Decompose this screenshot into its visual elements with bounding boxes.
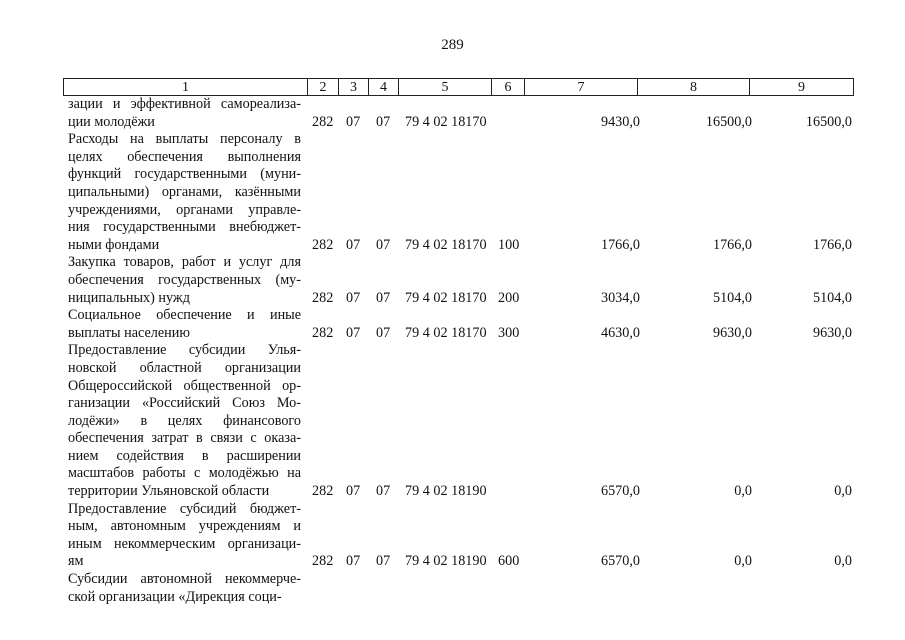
cell-amount-8: 0,0 [734,483,752,500]
description-line: обеспечения затрат в связи с оказа- [68,430,301,447]
cell-code-3: 07 [346,289,361,306]
cell-amount-9: 9630,0 [812,324,852,341]
column-header: 5 [399,79,492,96]
table-row [0,96,905,131]
description-line: ганизации «Российский Союз Мо- [68,395,301,412]
description-line: ции молодёжи [68,113,155,130]
description-line: обеспечения государственных (му- [68,271,301,288]
description-line: ской организации «Дирекция соци- [68,588,282,605]
description-line: Расходы на выплаты персоналу в [68,131,301,148]
cell-amount-8: 5104,0 [712,289,752,306]
description-line: Общероссийской общественной ор- [68,377,301,394]
cell-amount-7: 1766,0 [600,236,640,253]
cell-amount-9: 0,0 [834,483,852,500]
description-line: функций государственными (муни- [68,166,301,183]
cell-code-2: 282 [312,236,334,253]
row-values [0,290,905,308]
column-header: 1 [64,79,308,96]
column-header: 2 [308,79,339,96]
cell-code-6: 300 [498,324,520,341]
cell-amount-7: 6570,0 [600,553,640,570]
cell-code-3: 07 [346,553,361,570]
column-header: 7 [525,79,638,96]
cell-code-5: 79 4 02 18170 [405,289,487,306]
row-description [68,342,301,500]
description-line: территории Ульяновской области [68,483,270,500]
cell-code-2: 282 [312,553,334,570]
column-header: 4 [369,79,399,96]
description-line: выплаты населению [68,324,190,341]
cell-code-6: 100 [498,236,520,253]
description-line: нием содействия в расширении [68,447,301,464]
column-header: 6 [492,79,525,96]
cell-amount-7: 3034,0 [600,289,640,306]
column-header: 8 [638,79,750,96]
description-line: ния государственными внебюджет- [68,219,301,236]
row-values [0,589,905,607]
page-number: 289 [441,37,464,53]
cell-code-2: 282 [312,483,334,500]
cell-code-4: 07 [376,553,391,570]
description-line: лодёжи» в целях финансового [68,412,301,429]
cell-amount-8: 0,0 [734,553,752,570]
cell-code-3: 07 [346,113,361,130]
cell-amount-9: 1766,0 [812,236,852,253]
description-line: зации и эффективной самореализа- [68,96,301,112]
column-header: 9 [750,79,854,96]
cell-code-2: 282 [312,324,334,341]
description-line: новской областной организации [68,359,301,376]
cell-amount-7: 6570,0 [600,483,640,500]
description-line: Социальное обеспечение и иные [68,307,301,324]
row-values [0,483,905,501]
description-line: ципальными) органами, казёнными [68,183,301,200]
cell-code-5: 79 4 02 18170 [405,113,487,130]
description-line: иным некоммерческим организаци- [68,535,301,552]
table-body [0,96,905,606]
table-row [0,254,905,307]
row-values [0,553,905,571]
column-header-table [63,78,854,96]
description-line: ям [68,553,84,570]
cell-amount-9: 5104,0 [812,289,852,306]
table-row [0,131,905,254]
table-row [0,307,905,342]
cell-code-6: 600 [498,553,520,570]
cell-code-4: 07 [376,483,391,500]
cell-amount-8: 9630,0 [712,324,752,341]
cell-code-3: 07 [346,236,361,253]
column-header: 3 [339,79,369,96]
cell-code-4: 07 [376,289,391,306]
cell-code-6: 200 [498,289,520,306]
cell-code-3: 07 [346,483,361,500]
description-line: Предоставление субсидий бюджет- [68,500,301,517]
table-row [0,571,905,606]
row-values [0,237,905,255]
cell-code-3: 07 [346,324,361,341]
cell-amount-7: 4630,0 [600,324,640,341]
table-row [0,342,905,500]
description-line: ниципальных) нужд [68,289,190,306]
cell-code-4: 07 [376,113,391,130]
description-line: учреждениями, органами управле- [68,201,301,218]
cell-code-2: 282 [312,113,334,130]
row-values [0,114,905,132]
cell-amount-8: 1766,0 [712,236,752,253]
cell-code-5: 79 4 02 18170 [405,324,487,341]
description-line: Предоставление субсидии Улья- [68,342,301,359]
column-header-row [64,79,854,96]
cell-amount-8: 16500,0 [705,113,752,130]
row-values [0,325,905,343]
cell-amount-9: 16500,0 [805,113,852,130]
description-line: целях обеспечения выполнения [68,148,301,165]
description-line: Субсидии автономной некоммерче- [68,571,301,588]
cell-amount-7: 9430,0 [600,113,640,130]
table-row [0,501,905,571]
description-line: Закупка товаров, работ и услуг для [68,254,301,271]
cell-code-5: 79 4 02 18170 [405,236,487,253]
cell-code-4: 07 [376,236,391,253]
cell-code-5: 79 4 02 18190 [405,553,487,570]
cell-amount-9: 0,0 [834,553,852,570]
description-line: ным, автономным учреждениям и [68,518,301,535]
description-line: масштабов работы с молодёжью на [68,465,301,482]
cell-code-4: 07 [376,324,391,341]
description-line: ными фондами [68,236,160,253]
cell-code-5: 79 4 02 18190 [405,483,487,500]
cell-code-2: 282 [312,289,334,306]
